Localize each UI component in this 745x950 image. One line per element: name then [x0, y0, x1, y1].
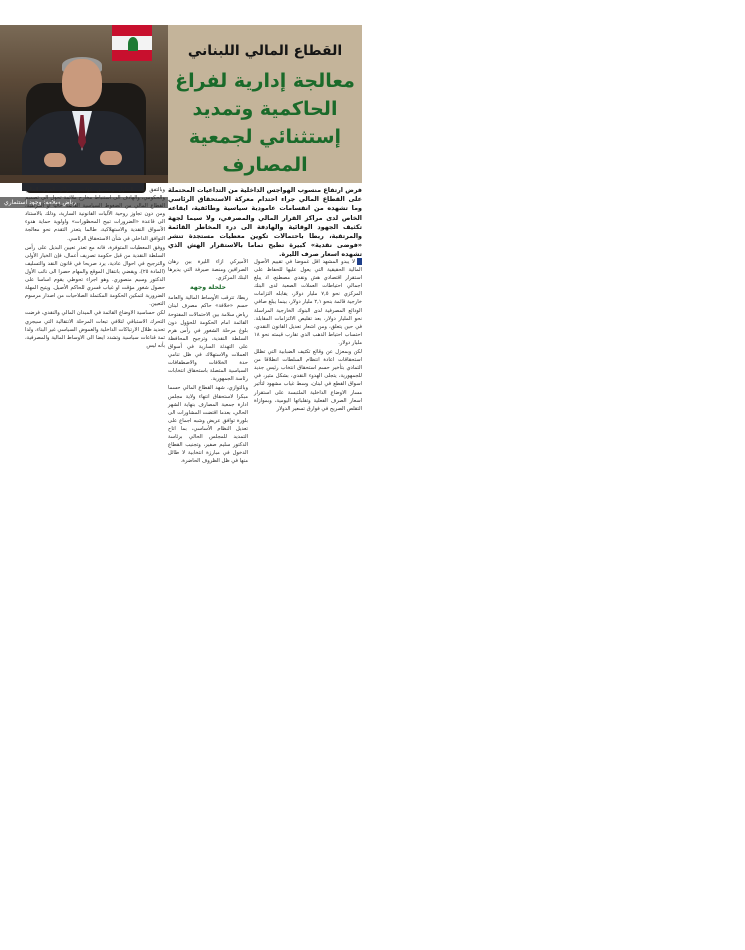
column-paragraph: لكن وبمعزل عن وقائع تكثيف الضبابية التي تظلل استحقاقات اعادة انتظام السلطات انطلاقا من التمادي بتأخير حسم استحقاق انتخاب رئيس جديد للجمهورية، يتجلى الهدوء النقدي، بشكل مثير، في اسواق القطع في لبنان، وسط غياب مشهود لتأثير مسار الاوضاع الداخلية الملتبسة على استقرار اسعار الصرف الفعلية وتقلباتها اليومية، وبموازاة التقلص الصريح في فوارق تسعير الدولار	[254, 349, 362, 412]
headline-box	[168, 25, 362, 183]
right-hand-shape	[100, 151, 122, 165]
cedar-icon	[128, 37, 138, 51]
desk-shape	[0, 175, 168, 183]
article-column-1	[254, 258, 362, 414]
article-lead: فرض ارتفاع منسوب الهواجس الداخلية من التداعيات المحتملة على القطاع المالي جراء احتدام معركة الاستحقاق الرئاسي وما تشهده من انقسامات عامودية سياسية وطائفية، ايقاعه الخاص لدى مراكز القرار المالي والمصرفي، ولا سيما لجهة تكثيف الجهود الوقائية والهادفة الى درء المخاطر القائمة والمرتقبة، ربطا باحتمالات تكوين معطيات مستجدة تنشر «فوضى نقدية» كبيرة تطيح تماما بالاستقرار الهش الذي تشهده اسعار صرف الليرة.	[168, 186, 362, 259]
article-headline: معالجة إدارية لفراغ الحاكمية وتمديد إستثنائي لجمعية المصارف	[175, 70, 355, 176]
column-paragraph: لكن حساسية الاوضاع القائمة في الميدان المالي والنقدي، فرضت التحرك الاستباقي لتلافي تبعات المرحلة الانتقالية التي سيجري تحديد ظلال الارتباكات الداخلية والغموض السياسي غير البناء، ولذا ثمة قناعات سياسية وتشدد ايضا الى الاوساط المالية والمصرفية، بأنه ليس	[25, 310, 165, 349]
column-paragraph: ربطا، تترقب الأوساط المالية والعامة حسم «خلافة» حاكم مصرف لبنان رياض سلامة بين الاحتمالات المفتوحة القائمة امام الحكومة للحؤول دون بلوغ مرحلة الشغور في رأس هرم السلطة النقدية، وترجيح المحافظة على التهدئة السارية في أسواق العملات والاستهلاك في ظل تنامي حدة الخلافات والاصطفافات السياسية المتصلة باستحقاق انتخابات رئاسة الجمهورية.	[168, 295, 248, 383]
column-subheading: حلحلة وجهة	[189, 284, 227, 292]
column-paragraph: ووفق المعطيات المتوفرة، فانه مع تعذر تعيين البديل على رأس السلطة النقدية من قبل حكومة تصريف أعمال، فإن الخيار الأولى والترجيح في احوال عادية، يرد صريحا في قانون النقد والتسليف (المادة ٢٥)، ويقضي بانتقال الموقع والمهام حصرا الى نائب الأول الدكتور وسيم منصوري. وهو اجراء تحوطي يقوم اساسا على حصول شغور مؤقت او غياب قسري للحاكم الأصيل. ويتيح المهلة الضرورية لتمكين الحكومة المكتملة الصلاحيات من اصدار مرسوم التعيين.	[25, 244, 165, 308]
column-paragraph: وبالتفق عند التداول وبتحديق كوابيس مراكز القرار المالي والحكومي، والهادف الى استنباط مخارج ملائمة تحول الى تصميم القطاع المالي من الضغوط السياسية القائمة حاليا او المرتقبة، ومن دون تجاوز روحية الآليات القانونية السارية، وذلك بالاستناد الى قاعدة «الضرورات تبيح المحظورات» واولوية حماية هدوء الأسواق النقدية والاستهلاكية، طالما يتعذر التقدم نحو معالجة التوافق الداخلي في شأن الاستحقاق الرئاسي.	[25, 187, 165, 242]
face-shape	[62, 59, 102, 107]
paragraph-text: لا يبدو المشهد اقل غموضا في تقييم الأصول المالية الحقيقية التي يعول عليها للحفاظ على استقرار اقتصادي هش ونقدي مصطنع، اذ يبلغ اجمالي احتياطات العملات الصعبة لدى البنك المركزي نحو ٧,٥ مليار دولار، يقابله التزامات خارجية قائمة بنحو ٢,١ مليار دولار، بينما يبلغ صافي الودائع المصرفية لدى البنوك الخارجية المراسلة نحو المليار دولار، بعد تقليص الالتزامات المقابلة. في حين يتعلق، ومن اشعار تعديل القانون النقدي، احتساب احتياط الذهب الذي تقارب قيمته نحو ١٨ مليار دولار.	[254, 259, 363, 346]
article-column-2	[168, 258, 248, 466]
column-paragraph	[254, 258, 362, 347]
governor-photo	[0, 25, 168, 206]
left-hand-shape	[44, 153, 66, 167]
article-column-3	[25, 186, 165, 351]
paragraph-bullet-icon	[357, 258, 362, 265]
article-kicker: القطاع المالي اللبناني	[187, 43, 343, 59]
column-paragraph: الأميركي ازاء الليرة بين رهان الصرافين ومنصة صيرفة التي يديرها البنك المركزي.	[168, 259, 248, 282]
photo-caption: رياض سلامه: وجود استثماري	[0, 197, 168, 208]
column-paragraph: وبالتوازي، شهد القطاع المالي حسما مبكرا لاستحقاق انتهاء ولاية مجلس ادارة جمعية المصارف بنهاية الشهر الحالي، بعدما اقتضت المشاورات الى بلورة توافق عريض وشبه اجماع على تعديل النظام الأساسي، بما اتاح التمديد للمجلس الحالي برئاسة الدكتور سليم صفير، وتجنيب القطاع الدخول في مبارزة انتخابية لا طائل منها في ظل الظروف الحاضرة.	[168, 385, 248, 465]
